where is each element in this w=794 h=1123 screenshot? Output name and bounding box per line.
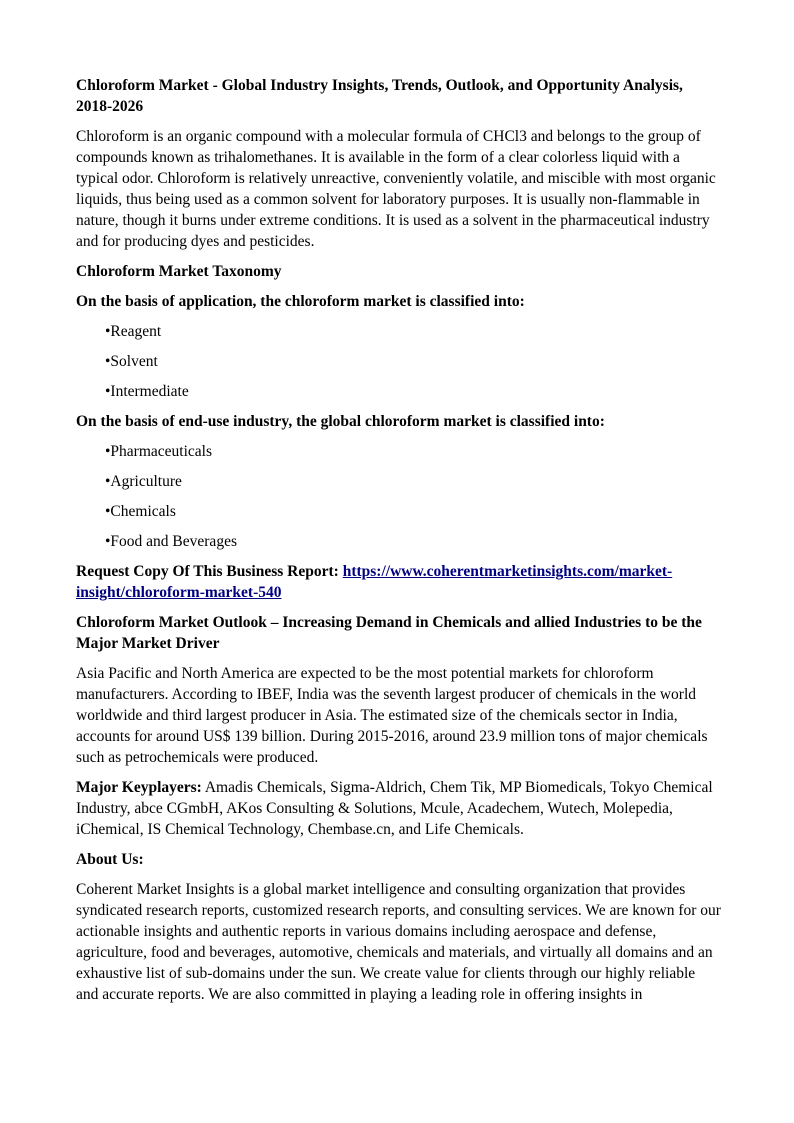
enduse-heading: On the basis of end-use industry, the global chloroform market is classified into:: [76, 413, 605, 430]
list-item: •Reagent: [105, 323, 162, 340]
application-heading: On the basis of application, the chloroform market is classified into:: [76, 293, 525, 310]
keyplayers-text: Amadis Chemicals, Sigma-Aldrich, Chem Tik, MP Biomedicals, Tokyo Chemical Industry, abce CGmbH, AKos Consulting & Solutions, Mcule, Acadechem, Wutech, Molepedia, iChemical, IS Chemical Technology, Chembase.cn, and Life Chemicals.: [76, 779, 713, 838]
outlook-paragraph: Asia Pacific and North America are expected to be the most potential markets for chloroform manufacturers. According to IBEF, India was the seventh largest producer of chemicals in the world worldwide and third largest producer in Asia. The estimated size of the chemicals sector in India, accounts for around US$ 139 billion. During 2015-2016, around 23.9 million tons of major chemicals such as petrochemicals were produced.: [76, 665, 708, 766]
about-heading: About Us:: [76, 851, 144, 868]
taxonomy-heading: Chloroform Market Taxonomy: [76, 263, 282, 280]
list-item: •Chemicals: [105, 503, 176, 520]
request-copy-line: [76, 561, 721, 603]
list-item: •Pharmaceuticals: [105, 443, 212, 460]
report-link[interactable]: https://www.coherentmarketinsights.com/market-insight/chloroform-market-540: [76, 563, 673, 601]
list-item: •Agriculture: [105, 473, 182, 490]
list-item: •Food and Beverages: [105, 533, 237, 550]
keyplayers-label: Major Keyplayers:: [76, 779, 202, 796]
outlook-heading: Chloroform Market Outlook – Increasing Demand in Chemicals and allied Industries to be the Major Market Driver: [76, 614, 702, 652]
intro-paragraph: Chloroform is an organic compound with a molecular formula of CHCl3 and belongs to the group of compounds known as trihalomethanes. It is available in the form of a clear colorless liquid with a typical odor. Chloroform is relatively unreactive, conveniently volatile, and miscible with most organic liquids, thus being used as a common solvent for laboratory purposes. It is usually non-flammable in nature, though it burns under extreme conditions. It is used as a solvent in the pharmaceutical industry and for producing dyes and pesticides.: [76, 128, 716, 250]
application-list: [76, 321, 721, 402]
request-copy-label: Request Copy Of This Business Report:: [76, 563, 343, 580]
keyplayers-paragraph: [76, 777, 721, 840]
list-item: •Solvent: [105, 353, 158, 370]
document-title: Chloroform Market - Global Industry Insights, Trends, Outlook, and Opportunity Analysis, 2018-2026: [76, 77, 683, 115]
list-item: •Intermediate: [105, 383, 189, 400]
about-paragraph: Coherent Market Insights is a global market intelligence and consulting organization that provides syndicated research reports, customized research reports, and consulting services. We are known for our actionable insights and authentic reports in various domains including aerospace and defense, agriculture, food and beverages, automotive, chemicals and materials, and virtually all domains and an exhaustive list of sub-domains under the sun. We create value for clients through our highly reliable and accurate reports. We are also committed in playing a leading role in offering insights in: [76, 881, 721, 1003]
document-page: [76, 75, 721, 1014]
enduse-list: [76, 441, 721, 552]
